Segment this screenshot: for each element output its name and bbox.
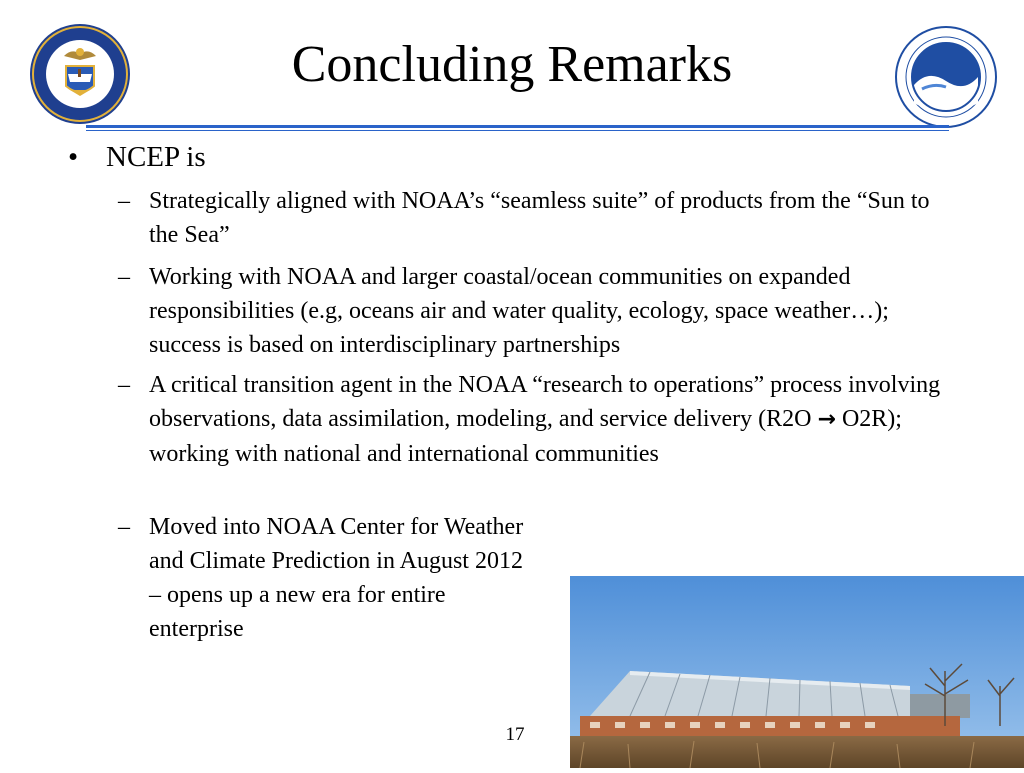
sub-item bbox=[118, 184, 948, 252]
noaa-logo bbox=[894, 25, 998, 129]
bullet-marker: • bbox=[68, 141, 79, 173]
title-rule bbox=[86, 125, 949, 128]
slide-title: Concluding Remarks bbox=[291, 36, 733, 93]
building-photo bbox=[570, 576, 1024, 768]
sub-item-text: Strategically aligned with NOAA’s “seamless suite” of products from the “Sun to the Sea” bbox=[149, 188, 930, 248]
sub-item-text: Moved into NOAA Center for Weather and Climate Prediction in August 2012 – opens up a new era for entire enterprise bbox=[149, 514, 524, 642]
sub-item bbox=[118, 368, 948, 471]
sub-item-text-part: O2R); working with national and international communities bbox=[149, 406, 902, 467]
title-rule-thin bbox=[86, 130, 949, 131]
page-number: 17 bbox=[505, 724, 525, 745]
bullet-text: NCEP is bbox=[106, 141, 206, 173]
sub-item bbox=[118, 510, 538, 646]
noaa-logo-icon bbox=[894, 25, 998, 129]
sub-item-text-part: A critical transition agent in the NOAA “research to operations” process involving observations, data assimilation, modeling, and service delivery (R2O bbox=[149, 372, 941, 432]
bullet-ncep bbox=[68, 139, 206, 175]
dash-marker: – bbox=[118, 514, 130, 540]
sub-item-text bbox=[149, 368, 948, 471]
sub-item bbox=[118, 260, 948, 362]
right-arrow-icon: → bbox=[817, 407, 836, 432]
sub-item-text: Working with NOAA and larger coastal/ocean communities on expanded responsibilities (e.g, oceans air and water quality, ecology, space weather…); success is based on interdisciplinary partnerships bbox=[149, 264, 889, 358]
dash-marker: – bbox=[118, 188, 130, 214]
building-image bbox=[570, 576, 1024, 768]
dash-marker: – bbox=[118, 264, 130, 290]
dash-marker: – bbox=[118, 372, 130, 398]
